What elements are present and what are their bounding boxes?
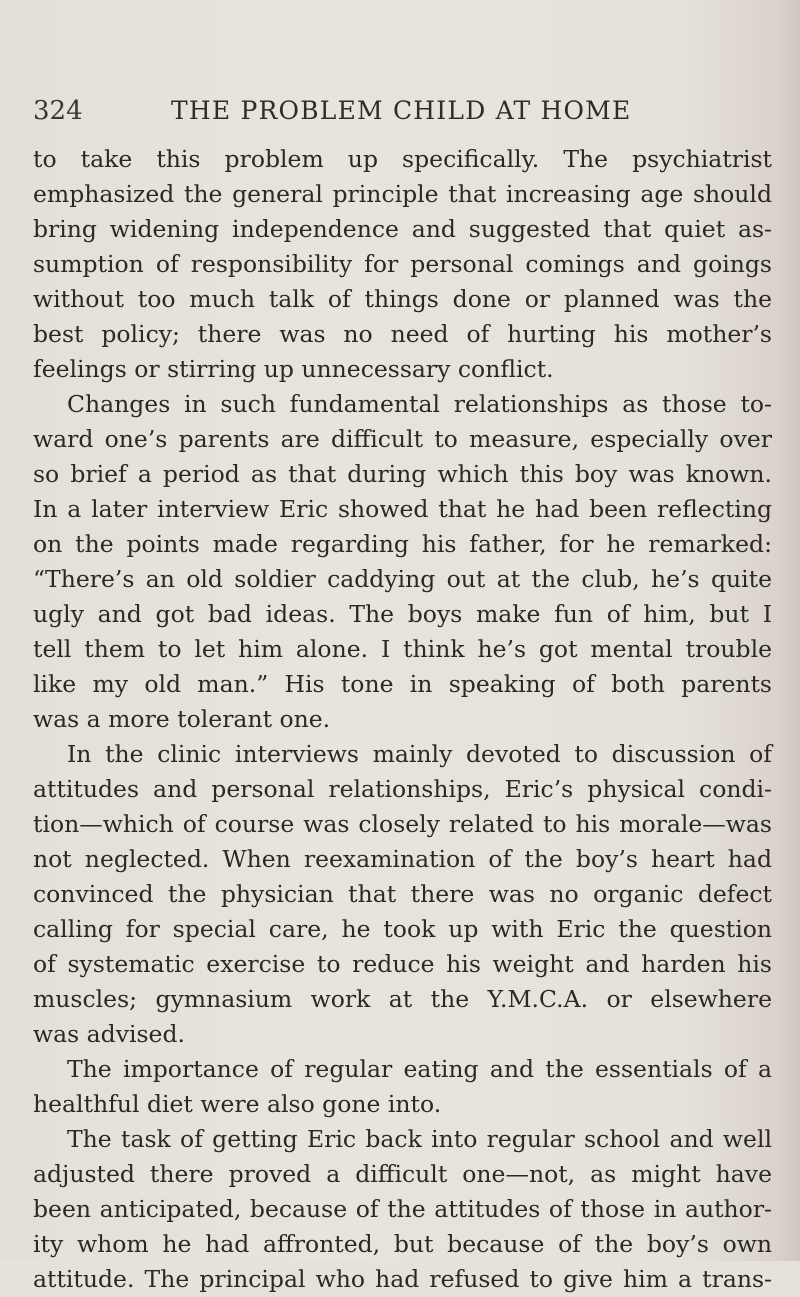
text-line: attitudes and personal relationships, Eric’s physical condi- <box>33 775 772 803</box>
page-number: 324 <box>33 96 83 126</box>
text-line: ity whom he had affronted, but because of the boy’s own <box>33 1230 772 1258</box>
text-line: tell them to let him alone. I think he’s got mental trouble <box>33 635 772 663</box>
text-line: so brief a period as that during which this boy was known. <box>33 460 772 488</box>
text-line: without too much talk of things done or planned was the <box>33 285 772 313</box>
text-line: In the clinic interviews mainly devoted to discussion of <box>67 740 772 768</box>
text-line: attitude. The principal who had refused to give him a trans- <box>33 1265 772 1293</box>
text-line: not neglected. When reexamination of the boy’s heart had <box>33 845 772 873</box>
body-text <box>33 142 772 1297</box>
text-line: calling for special care, he took up with Eric the question <box>33 915 772 943</box>
text-line: adjusted there proved a difficult one—not, as might have <box>33 1160 772 1188</box>
text-line: healthful diet were also gone into. <box>33 1090 442 1118</box>
text-line: The task of getting Eric back into regular school and well <box>67 1125 772 1153</box>
running-head <box>33 96 773 136</box>
text-line: The importance of regular eating and the essentials of a <box>67 1055 772 1083</box>
text-line: like my old man.” His tone in speaking of both parents <box>33 670 772 698</box>
text-line: was advised. <box>33 1020 185 1048</box>
text-line: was a more tolerant one. <box>33 705 331 733</box>
running-title: THE PROBLEM CHILD AT HOME <box>171 96 632 125</box>
text-line: Changes in such fundamental relationships as those to- <box>67 390 772 418</box>
text-line: muscles; gymnasium work at the Y.M.C.A. or elsewhere <box>33 985 772 1013</box>
text-line: In a later interview Eric showed that he had been reflecting <box>33 495 772 523</box>
text-line: convinced the physician that there was no organic defect <box>33 880 772 908</box>
text-line: on the points made regarding his father, for he remarked: <box>33 530 772 558</box>
text-line: sumption of responsibility for personal comings and goings <box>33 250 772 278</box>
text-line: of systematic exercise to reduce his weight and harden his <box>33 950 772 978</box>
text-line: emphasized the general principle that increasing age should <box>33 180 772 208</box>
text-line: “There’s an old soldier caddying out at the club, he’s quite <box>33 565 772 593</box>
text-line: to take this problem up specifically. The psychiatrist <box>33 145 772 173</box>
text-line: ward one’s parents are difficult to measure, especially over <box>33 425 772 453</box>
text-line: ugly and got bad ideas. The boys make fun of him, but I <box>33 600 772 628</box>
text-line: feelings or stirring up unnecessary conflict. <box>33 355 554 383</box>
text-line: bring widening independence and suggested that quiet as- <box>33 215 772 243</box>
text-line: best policy; there was no need of hurting his mother’s <box>33 320 772 348</box>
text-line: been anticipated, because of the attitudes of those in author- <box>33 1195 772 1223</box>
text-line: tion—which of course was closely related to his morale—was <box>33 810 772 838</box>
